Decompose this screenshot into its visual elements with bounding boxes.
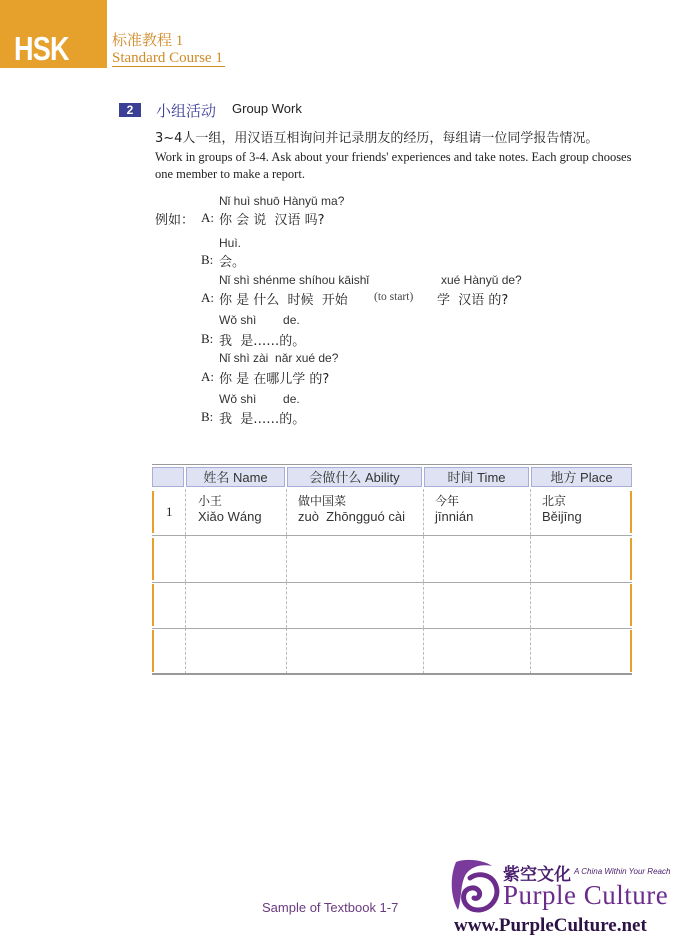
dialogue-intro: 例如： <box>155 213 195 228</box>
book-title-cn: 标准教程 1 <box>112 33 184 49</box>
row-number: 1 <box>166 504 173 519</box>
section-title-en: Group Work <box>232 101 302 116</box>
dialogue-chinese: 你 会 说 汉语 吗? <box>219 213 325 228</box>
section-number: 2 <box>119 103 141 117</box>
dialogue-pinyin: Huì. <box>219 236 242 250</box>
cell-ability: 做中国菜 zuò Zhōngguó cài <box>298 494 405 524</box>
table-header-index <box>152 467 184 487</box>
table-row[interactable] <box>152 582 632 629</box>
dialogue-speaker: A: <box>201 210 214 225</box>
dialogue-chinese: 你 是 什么 时候 开始 <box>219 293 348 308</box>
dialogue-pinyin: Nǐ shì shénme shíhou kāishǐ <box>219 273 370 287</box>
book-title <box>112 33 225 67</box>
dialogue-pinyin: xué Hànyǔ de? <box>441 273 522 287</box>
dialogue-pinyin: Nǐ shì zài nǎr xué de? <box>219 351 339 365</box>
brand-url[interactable]: www.PurpleCulture.net <box>454 915 647 936</box>
dialogue-chinese: 学 汉语 的? <box>437 293 509 308</box>
hsk-logo: HSK <box>14 30 69 67</box>
dialogue-speaker: B: <box>201 331 214 346</box>
table-row[interactable] <box>152 628 632 674</box>
instruction-cn: 3~4人一组，用汉语互相询问并记录朋友的经历，每组请一位同学报告情况。 <box>155 131 599 146</box>
cell-place: 北京 Běijīng <box>542 494 582 524</box>
header-place: 地方 Place <box>531 467 632 487</box>
purple-culture-watermark <box>448 858 698 948</box>
dialogue-speaker: A: <box>201 290 214 305</box>
dialogue-speaker: B: <box>201 409 214 424</box>
dialogue-chinese: 你 是 在哪儿学 的? <box>219 372 330 387</box>
book-title-en: Standard Course 1 <box>112 50 223 66</box>
header-time: 时间 Time <box>424 467 529 487</box>
header-ability: 会做什么 Ability <box>287 467 422 487</box>
dialogue-chinese: 会。 <box>219 255 246 270</box>
sample-caption: Sample of Textbook 1-7 <box>262 900 399 915</box>
header-name: 姓名 Name <box>186 467 285 487</box>
dialogue-chinese: 我 是……的。 <box>219 334 306 349</box>
dialogue-pinyin: Wǒ shì de. <box>219 392 300 406</box>
table-header <box>152 464 632 490</box>
purple-culture-logo-icon <box>448 858 500 914</box>
table-bottom-rule <box>152 673 632 675</box>
brand-tagline: A China Within Your Reach <box>574 867 671 876</box>
brand-cn: 紫空文化 <box>503 865 571 885</box>
dialogue-note: (to start) <box>374 291 414 303</box>
dialogue-pinyin: Nǐ huì shuō Hànyǔ ma? <box>219 194 345 208</box>
dialogue-speaker: A: <box>201 369 214 384</box>
header-block <box>0 0 107 68</box>
table-row[interactable] <box>152 536 632 583</box>
cell-time: 今年 jīnnián <box>435 494 474 524</box>
table-row <box>152 489 632 536</box>
dialogue-speaker: B: <box>201 252 214 267</box>
dialogue-chinese: 我 是……的。 <box>219 412 306 427</box>
dialogue-pinyin: Wǒ shì de. <box>219 313 300 327</box>
instruction-en: Work in groups of 3-4. Ask about your friends' experiences and take notes. Each group chooses one member to make a report. <box>155 150 632 181</box>
cell-name: 小王 Xiǎo Wáng <box>198 494 262 524</box>
section-title-cn: 小组活动 <box>156 102 217 120</box>
brand-name: Purple Culture <box>503 880 669 910</box>
